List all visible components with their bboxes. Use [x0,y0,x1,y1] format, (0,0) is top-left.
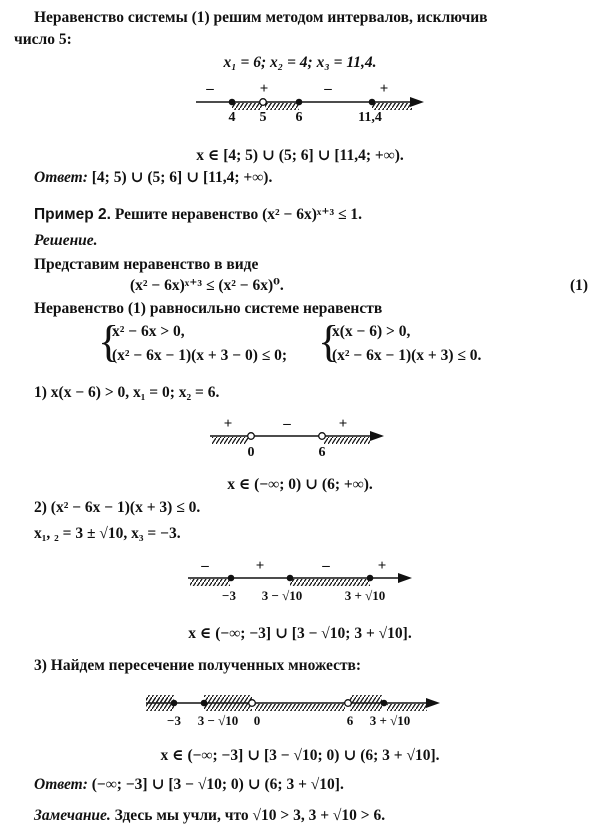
roots-line: x₁ = 6; x₂ = 4; x₃ = 11,4. [223,54,377,71]
tick-label: −3 [167,713,181,728]
sign: + [338,416,348,432]
example-task: Решите неравенство (x² − 6x)ˣ⁺³ ≤ 1. [110,206,363,223]
result-1: x ∈ [4; 5) ∪ (5; 6] ∪ [11,4; +∞). [196,147,404,164]
sign: + [259,81,269,97]
example-2-heading [34,205,600,225]
system-row: (x² − 6x − 1)(x + 3) ≤ 0. [332,347,482,364]
answer-text: [4; 5) ∪ (5; 6] ∪ [11,4; +∞). [87,169,273,186]
answer-1 [34,168,600,188]
equiv-text: Неравенство (1) равносильно системе неравенств [34,300,383,317]
system-right [318,317,538,372]
tick-label: 4 [228,110,236,125]
system-row: (x² − 6x − 1)(x + 3 − 0) ≤ 0; [112,347,288,364]
solution-label: Решение. [34,232,98,249]
represent-text: Представим неравенство в виде [34,256,259,273]
sign: – [201,558,209,574]
tick-label: 0 [253,713,261,728]
remark-label: Замечание. [34,807,111,824]
number-line-2 [0,414,600,464]
number-line-3 [0,558,600,608]
left-brace: { [318,317,340,366]
system-row: x(x − 6) > 0, [332,323,411,340]
sign: – [283,416,291,432]
step-3-text: 3) Найдем пересечение полученных множеств: [34,657,362,674]
sign: + [223,416,233,432]
left-brace: { [98,317,120,366]
formula-number: (1) [570,277,589,294]
tick-label: 11,4 [358,110,382,125]
remark [34,806,600,826]
step-2-roots: x₁, ₂ = 3 ± √10, x₃ = −3. [34,525,181,542]
tick-label: 3 − √10 [197,713,239,728]
tick-label: 5 [259,110,267,125]
number-line-4 [0,685,600,737]
step-1-text: 1) x(x − 6) > 0, x₁ = 0; x₂ = 6. [34,384,220,401]
sign: – [322,558,330,574]
sign: + [255,558,265,574]
answer-text: (−∞; −3] ∪ [3 − √10; 0) ∪ (6; 3 + √10]. [87,776,344,793]
sign: – [324,81,332,97]
result-step-1: x ∈ (−∞; 0) ∪ (6; +∞). [227,476,373,493]
tick-label: 6 [295,110,303,125]
answer-label: Ответ: [34,776,88,793]
formula-1: (x² − 6x)ˣ⁺³ ≤ (x² − 6x)⁰. [130,277,284,294]
sign: + [377,558,387,574]
result-step-2: x ∈ (−∞; −3] ∪ [3 − √10; 3 + √10]. [188,625,412,642]
tick-label: 3 + √10 [369,713,411,728]
system-row: x² − 6x > 0, [112,323,185,340]
number-line-1 [0,78,600,126]
example-label: Пример 2. [34,206,111,223]
sign: – [206,81,214,97]
tick-label: 6 [318,445,326,460]
tick-label: 0 [247,445,255,460]
tick-label: −3 [222,588,236,603]
tick-label: 3 − √10 [261,588,303,603]
answer-label: Ответ: [34,169,88,186]
answer-2 [34,775,600,795]
remark-text: Здесь мы учли, что √10 > 3, 3 + √10 > 6. [110,807,386,824]
intro-line-1: Неравенство системы (1) решим методом интервалов, исключив [34,9,488,26]
intro-line-2: число 5: [14,31,72,48]
result-step-3: x ∈ (−∞; −3] ∪ [3 − √10; 0) ∪ (6; 3 + √10]. [160,747,440,764]
step-2-text: 2) (x² − 6x − 1)(x + 3) ≤ 0. [34,499,201,516]
tick-label: 6 [346,713,354,728]
sign: + [379,81,389,97]
system-left [98,317,318,372]
tick-label: 3 + √10 [344,588,386,603]
